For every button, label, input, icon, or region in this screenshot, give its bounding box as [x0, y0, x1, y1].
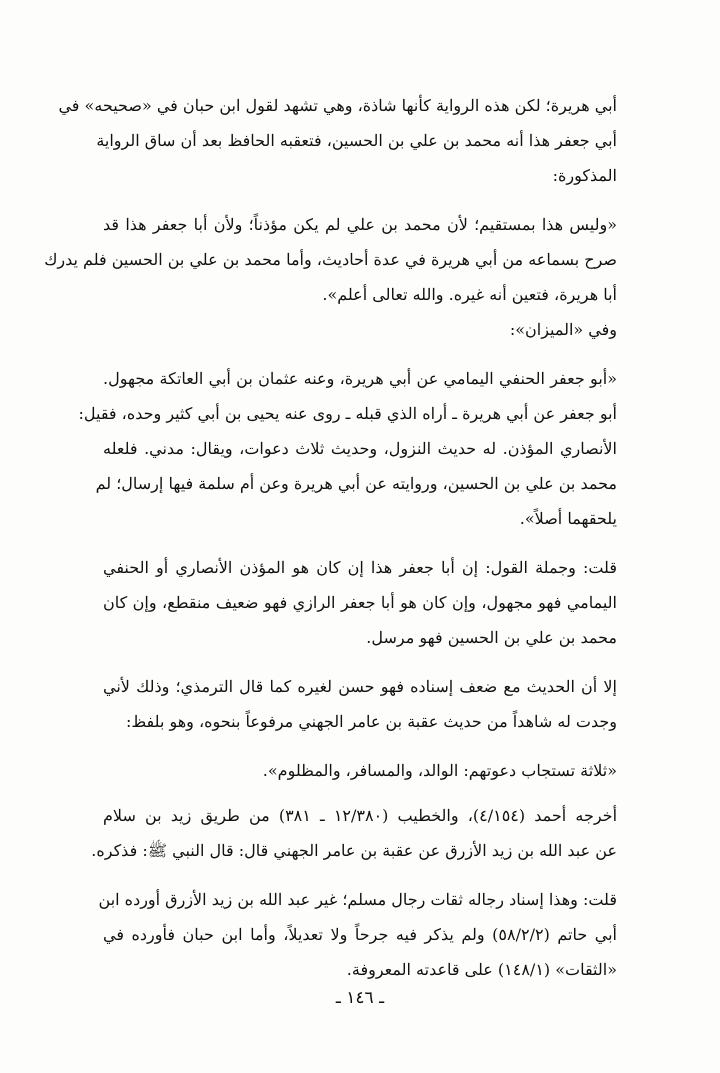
page-number: ـ ١٤٦ ـ	[335, 988, 385, 1008]
text-line: أبو جعفر عن أبي هريرة ـ أراه الذي قبله ـ روى عنه يحيى بن أبي كثير وحده، فقيل:	[78, 404, 617, 423]
text-line: «ثلاثة تستجاب دعوتهم: الوالد، والمسافر، والمظلوم».	[262, 761, 617, 780]
text-line: قلت: وهذا إسناد رجاله ثقات رجال مسلم؛ غير عبد الله بن زيد الأزرق أورده ابن	[98, 890, 617, 909]
text-line: «أبو جعفر الحنفي اليمامي عن أبي هريرة، وعنه عثمان بن أبي العاتكة مجهول.	[103, 369, 617, 388]
text-line: وجدت له شاهداً من حديث عقبة بن عامر الجهني مرفوعاً بنحوه، وهو بلفظ:	[125, 712, 617, 731]
text-line: محمد بن علي بن الحسين فهو مرسل.	[366, 628, 617, 647]
paragraph	[91, 798, 618, 868]
text-line: محمد بن علي بن الحسين، وروايته عن أبي هريرة وعن أم سلمة فيها إرسال؛ لم	[95, 474, 617, 493]
paragraph	[103, 669, 617, 739]
paragraph	[78, 361, 617, 536]
text-line: أبا هريرة، فتعين أنه غيره. والله تعالى أعلم».	[322, 285, 617, 304]
paragraph	[98, 882, 617, 987]
text-line: اليمامي فهو مجهول، وإن كان هو أبا جعفر الرازي فهو ضعيف منقطع، وإن كان	[103, 593, 618, 612]
text-line: إلا أن الحديث مع ضعف إسناده فهو حسن لغيره كما قال الترمذي؛ وذلك لأني	[103, 677, 617, 696]
text-line: المذكورة:	[552, 166, 617, 185]
paragraph	[44, 207, 617, 312]
body-text	[44, 88, 618, 987]
paragraph	[58, 88, 617, 193]
text-line: يلحقهما أصلاً».	[519, 509, 617, 528]
paragraph	[103, 753, 617, 788]
text-line: قلت: وجملة القول: إن أبا جعفر هذا إن كان هو المؤذن الأنصاري أو الحنفي	[103, 558, 617, 577]
text-line: صرح بسماعه من أبي هريرة في عدة أحاديث، وأما محمد بن علي بن الحسين فلم يدرك	[44, 250, 617, 269]
text-line: وفي «الميزان»:	[509, 320, 617, 339]
text-line: أبي جعفر هذا أنه محمد بن علي بن الحسين، فتعقبه الحافظ بعد أن ساق الرواية	[96, 131, 617, 150]
paragraph	[103, 550, 617, 655]
text-line: «الثقات» (١٤٨/١) على قاعدته المعروفة.	[346, 960, 617, 979]
text-line: «وليس هذا بمستقيم؛ لأن محمد بن علي لم يكن مؤذناً؛ ولأن أبا جعفر هذا قد	[103, 215, 617, 234]
text-line: أبي هريرة؛ لكن هذه الرواية كأنها شاذة، وهي تشهد لقول ابن حبان في «صحيحه» في	[58, 96, 617, 115]
text-line: عن عبد الله بن زيد الأزرق عن عقبة بن عامر الجهني قال: قال النبي ﷺ: فذكره.	[91, 841, 617, 860]
text-line: الأنصاري المؤذن. له حديث النزول، وحديث ثلاث دعوات، ويقال: مدني. فلعله	[103, 439, 617, 458]
paragraph	[103, 312, 617, 347]
text-line: أبي حاتم (٥٨/٢/٢) ولم يذكر فيه جرحاً ولا تعديلاً، وأما ابن حبان فأورده في	[103, 925, 617, 944]
text-line: أخرجه أحمد (٤/١٥٤)، والخطيب (١٢/٣٨٠ ـ ٣٨١) من طريق زيد بن سلام	[103, 806, 618, 825]
